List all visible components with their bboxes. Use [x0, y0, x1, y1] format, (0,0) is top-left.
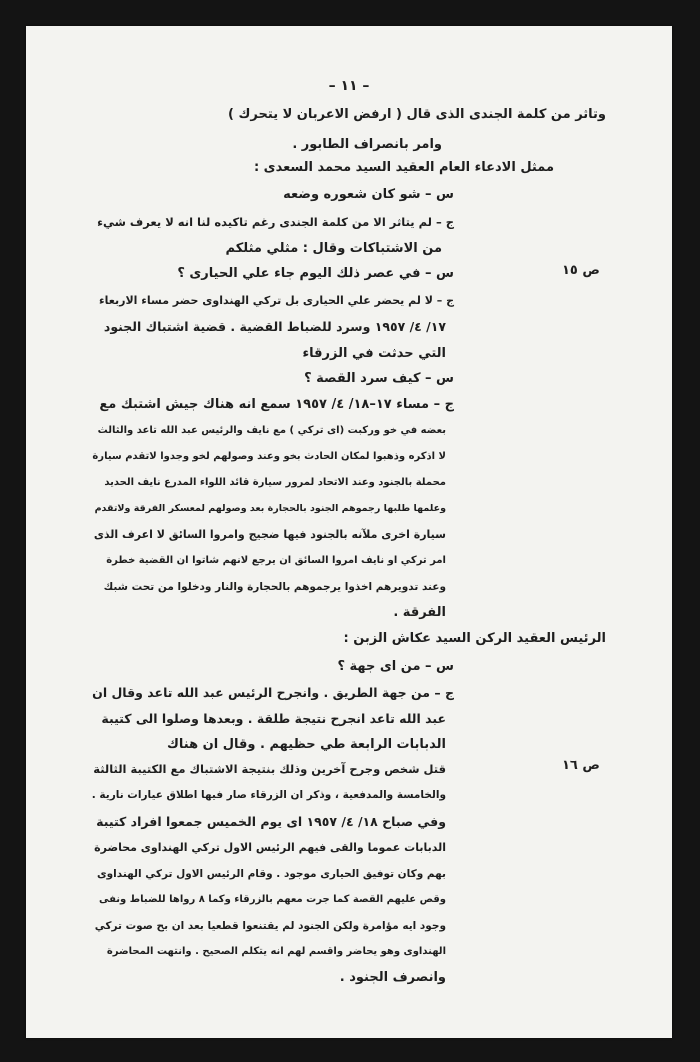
text-line: الدبابات عموما والقى فيهم الرئيس الاول تركي الهنداوى محاضرة: [94, 841, 446, 854]
margin-label-q15: ص ١٥: [562, 263, 600, 278]
text-line: س – كيف سرد القصة ؟: [304, 371, 454, 386]
text-line: وعلمها طلبها رجموهم الجنود بالحجارة بعد وصولهم لمعسكر الفرقة ولاتقدم: [94, 503, 446, 514]
text-line: ج – لا لم يحضر علي الحيارى بل تركي الهنداوى حضر مساء الاربعاء: [99, 294, 454, 307]
text-line: بهم وكان توفيق الحيارى موجود . وقام الرئيس الاول تركي الهنداوى: [97, 868, 446, 880]
text-line: وتاثر من كلمة الجندى الذى قال ( ارفض الاعربان لا يتحرك ): [228, 107, 606, 122]
text-line: ١٧/ ٤/ ١٩٥٧ وسرد للضباط القضية . قضية اشتباك الجنود: [103, 319, 446, 334]
text-line: س – شو كان شعوره وضعه: [283, 187, 454, 202]
text-line: والخامسة والمدفعية ، وذكر ان الزرقاء صار فيها اطلاق عيارات نارية .: [91, 789, 446, 801]
text-line: لا اذكره وذهبوا لمكان الحادث بخو وعند وصولهم لخو وجدوا لاتقدم سيارة: [92, 451, 446, 462]
text-line: وانصرف الجنود .: [339, 970, 446, 985]
text-line: ج – مساء ١٧–١٨/ ٤/ ١٩٥٧ سمع انه هناك جيش اشتبك مع: [99, 397, 454, 412]
text-line: س – من اى جهة ؟: [337, 659, 454, 674]
page-number: – ١١ –: [328, 78, 370, 94]
text-line: سيارة اخرى ملآنه بالجنود فيها ضجيج وامروا السائق لا اعرف الذى: [93, 528, 446, 541]
document-page: [26, 26, 672, 1038]
text-line: بعضه في خو وركبت (اى تركي ) مع نايف والرئيس عبد الله تاعد والثالث: [97, 425, 446, 436]
text-line: وامر بانصراف الطابور .: [292, 137, 442, 152]
text-line: الهنداوى وهو يحاضر واقسم لهم انه يتكلم الصحيح . وانتهت المحاضرة: [106, 946, 446, 957]
text-line: التي حدثت في الزرقاء: [302, 346, 446, 361]
text-line: س – في عصر ذلك اليوم جاء علي الحيارى ؟: [177, 266, 454, 281]
text-line: قتل شخص وجرح آخرين وذلك بنتيجة الاشتباك مع الكتيبة الثالثة: [93, 762, 446, 776]
text-line: الدبابات الرابعة طي حظيهم . وقال ان هناك: [167, 737, 446, 752]
text-line: وقص عليهم القصة كما جرت معهم بالزرقاء وكما ٨ رواها للضباط ونفى: [98, 894, 446, 905]
text-line: وجود ايه مؤامرة ولكن الجنود لم يقتنعوا قطعيا بعد ان بح صوت تركي: [94, 920, 446, 932]
text-line: امر تركي او نايف امروا السائق ان يرجع لانهم شاتوا ان القضية خطرة: [106, 555, 446, 566]
text-line: محملة بالجنود وعند الاتحاد لمرور سيارة قائد اللواء المدرع نايف الحديد: [104, 477, 446, 488]
text-line: عبد الله تاعد انجرح نتيجة طلقة . وبعدها وصلوا الى كتيبة: [101, 711, 446, 726]
text-line: ج – لم يتاثر الا من كلمة الجندى رغم تاكيده لنا انه لا يعرف شيء: [97, 215, 454, 229]
margin-label-q16: ص ١٦: [562, 758, 600, 773]
text-line: الرئيس العقيد الركن السيد عكاش الزبن :: [343, 631, 606, 646]
text-line: الفرقة .: [393, 605, 446, 620]
text-line: وفي صباح ١٨/ ٤/ ١٩٥٧ اى يوم الخميس جمعوا افراد كتيبة: [96, 814, 446, 829]
text-line: ج – من جهة الطريق . وانجرح الرئيس عبد الله تاعد وقال ان: [92, 685, 454, 700]
text-line: من الاشتباكات وقال : مثلي مثلكم: [225, 241, 442, 256]
text-line: ممثل الادعاء العام العقيد السيد محمد السعدى :: [253, 160, 554, 175]
text-line: وعند تدويرهم اخذوا يرجموهم بالحجارة والنار ودخلوا من تحت شبك: [103, 581, 446, 593]
